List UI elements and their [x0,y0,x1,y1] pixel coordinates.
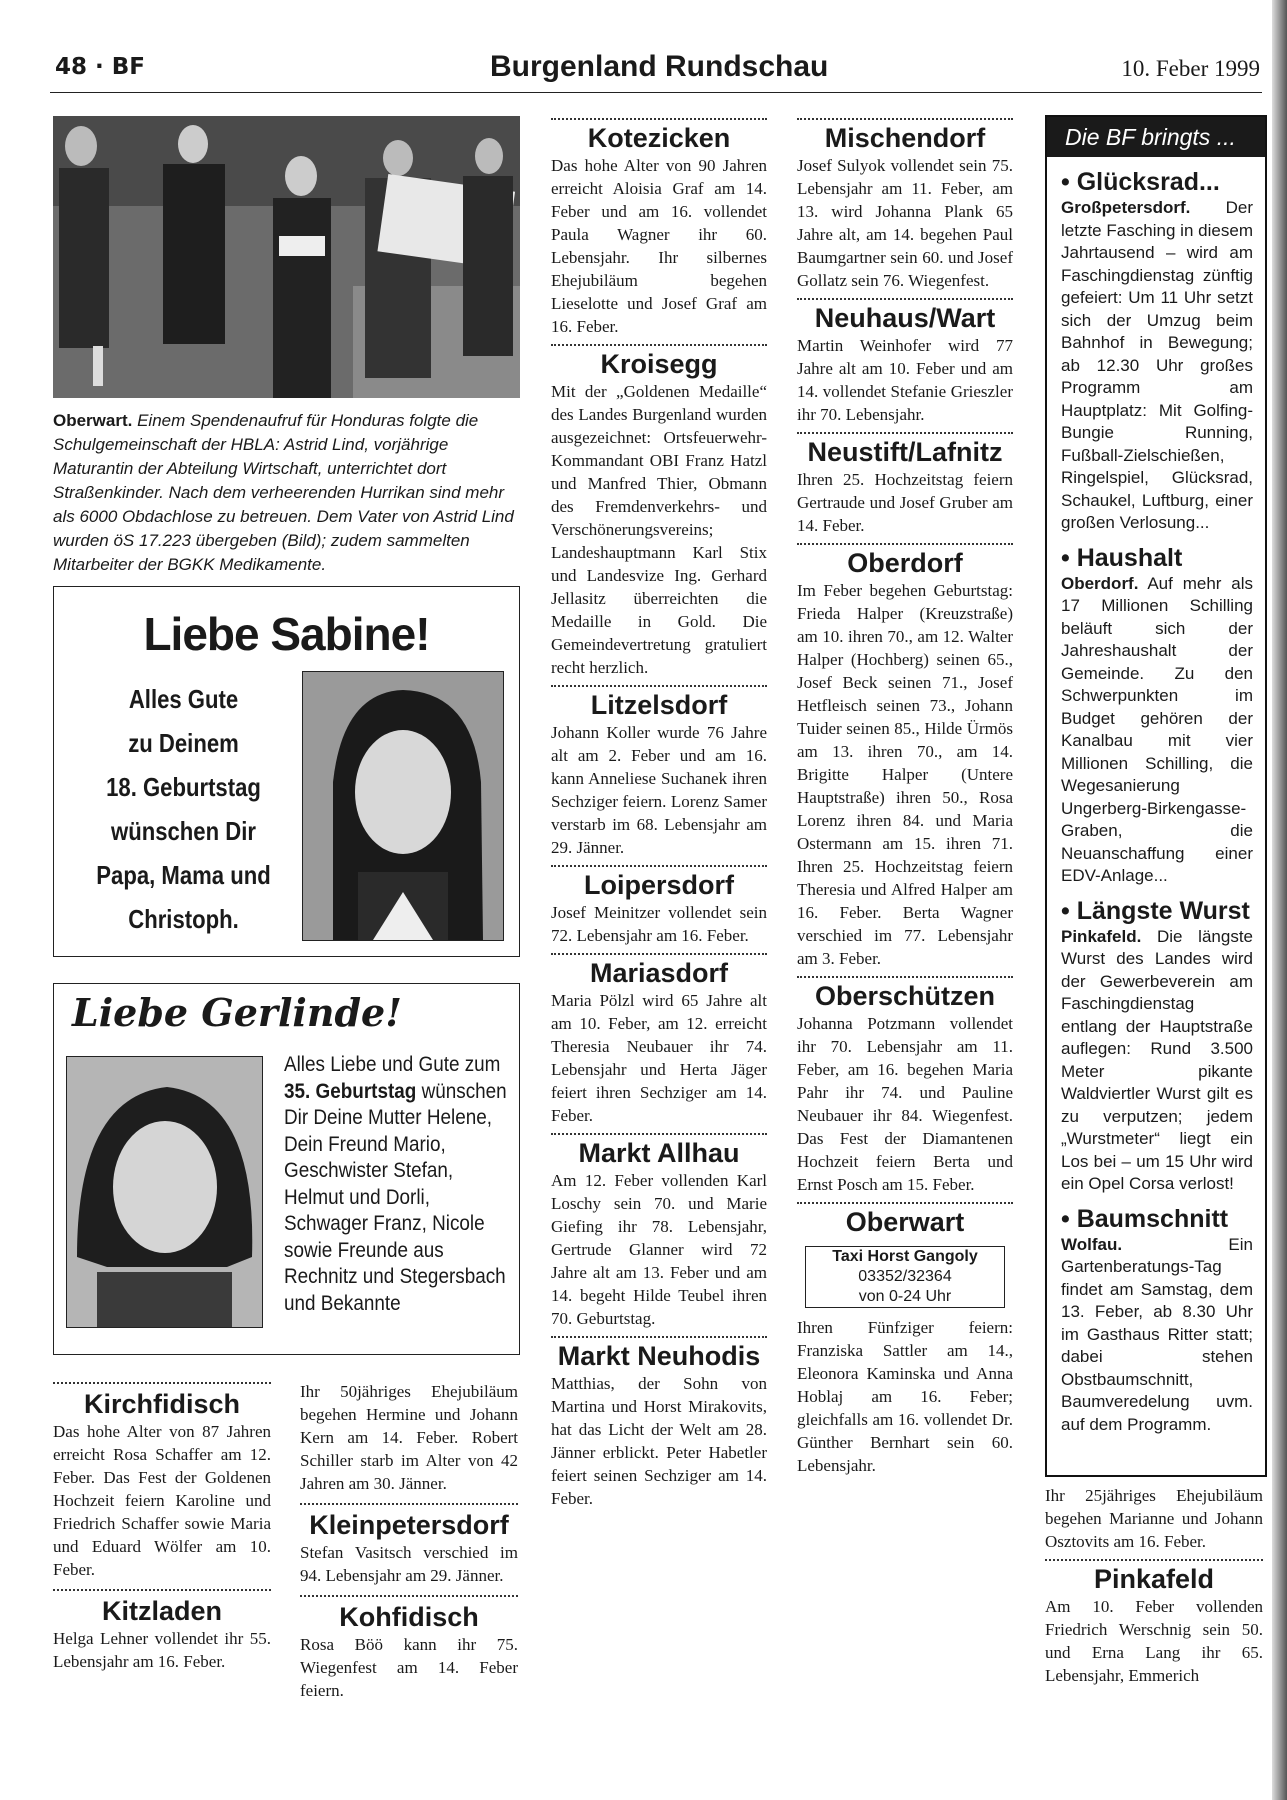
ad-text-bold: 35. Geburtstag [284,1079,417,1103]
section-text: Am 12. Feber vollenden Karl Loschy sein 70. und Marie Giefing ihr 78. Lebensjahr, Gertrude Glanner wird 72 Jahre alt am 13. Feber und am 14. begeht Hilde Teubel ihren 70. Geburtstag. [551,1171,767,1328]
column-3 [551,118,767,1510]
box-heading: • Baumschnitt [1061,1204,1229,1233]
ad-title: Liebe Gerlinde! [72,990,402,1035]
section-text: Ihren Fünfziger feiern: Franziska Sattler am 14., Eleonora Kaminska und Anna Hoblaj am 16. Feber; gleichfalls am 16. vollendet Dr. Günther Bernhart sein 60. Lebensjahr. [797,1318,1013,1475]
section-heading: Mischendorf [824,123,986,153]
ad-line: wünschen Dir [111,816,256,846]
taxi-ad [805,1246,1005,1308]
portrait-photo [302,671,504,941]
box-text-body: Ein Gartenberatungs-Tag findet am Samstag, dem 13. Feber, ab 8.30 Uhr im Gasthaus Ritter statt; dabei stehen Obstbaumschnitt, Baumveredelung uvm. auf dem Programm. [1061,1234,1253,1434]
page-number: 48 · BF [55,54,146,80]
greeting-ad-gerlinde [53,983,520,1355]
box-text-body: Der letzte Fasching in diesem Jahrtausend – wird am Faschingdienstag zünftig gefeiert: Um 11 Uhr setzt sich der Umzug beim Bahnhof in Bewegung; ab 12.30 Uhr großes Programm am Hauptplatz: Mit Golfing-Bungie Running, Fußball-Zielschießen, Ringelspiel, Glücksrad, Schaukel, Luftburg, einer großen Verlosung... [1061,198,1253,532]
section-heading: Pinkafeld [1093,1564,1215,1594]
photo-caption [53,409,520,577]
section-text: Das hohe Alter von 90 Jahren erreicht Aloisia Graf am 14. Feber und am 16. vollendet Paula Wagner ihr 60. Lebensjahr. Ihr silbernes Ehejubiläum begehen Lieselotte und Josef Graf am 16. Feber. [551,156,767,336]
section-text: Maria Pölzl wird 65 Jahre alt am 10. Feber, am 12. erreicht Theresia Neubauer ihr 74. Lebensjahr und Herta Jäger feiert ihren Sechziger am 14. Feber. [551,991,767,1125]
ad-message [284,1052,509,1317]
section-text: Martin Weinhofer wird 77 Jahre alt am 10. Feber und am 14. vollendet Stefanie Grieszler ihr 70. Lebensjahr. [797,336,1013,424]
ad-text: Alles Liebe und Gute zum [284,1053,501,1076]
page-header [50,48,1262,93]
section-heading: Oberwart [845,1207,965,1237]
column-4 [797,118,1013,1477]
ad-line: Alles Gute [128,684,239,714]
section-text: Josef Sulyok vollendet sein 75. Lebensjahr am 11. Feber, am 13. wird Johanna Plank 65 Jahre alt, am 14. begehen Paul Baumgartner sein 60. und Josef Gollatz sein 76. Wiegenfest. [797,156,1013,290]
section-text: Mit der „Goldenen Medaille“ des Landes Burgenland wurden ausgezeichnet: Ortsfeuerwehr-Kommandant OBI Franz Hatzl und Manfred Thier, Obmann des Fremdenverkehrs- und Verschönerungsvereins; Landeshauptmann Karl Stix und Landesvize Ing. Gerhard Jellasitz überreichten die Medaille in Gold. Die Gemeindevertretung gratuliert recht herzlich. [551,382,767,677]
bf-bringts-box [1045,115,1267,1477]
box-text [1061,926,1253,1196]
taxi-phone: 03352/32364 [858,1268,952,1285]
section-heading: Loipersdorf [583,870,734,900]
page-edge-shadow [1272,0,1287,1800]
box-text [1061,197,1253,535]
section-text: Das hohe Alter von 87 Jahren erreicht Rosa Schaffer am 12. Feber. Das Fest der Goldenen Hochzeit feiern Karoline und Friedrich Schaffer sowie Maria und Eduard Wölfer am 10. Feber. [53,1422,271,1579]
ad-line: zu Deinem [128,728,239,758]
section-text: Stefan Vasitsch verschied im 94. Lebensjahr am 29. Jänner. [300,1543,518,1585]
group-photo [53,116,520,398]
section-text: Ihren 25. Hochzeitstag feiern Gertraude und Josef Gruber am 14. Feber. [797,470,1013,535]
section-text: Rosa Böö kann ihr 75. Wiegenfest am 14. Feber feiern. [300,1635,518,1700]
box-text-body: Auf mehr als 17 Millionen Schilling beläuft sich der Jahreshaushalt der Gemeinde. Zu den Schwerpunkten im Budget gehören der Kanalbau mit vier Millionen Schilling, die Wegesanierung Ungerberg-Birkengasse-Graben, die Neuanschaffung einer EDV-Anlage... [1061,573,1253,885]
taxi-hours: von 0-24 Uhr [858,1288,952,1305]
box-text-body: Die längste Wurst des Landes wird der Gewerbeverein am Faschingdienstag entlang der Hauptstraße auflegen: Rund 3.500 Meter pikante Waldviertler Wurst gilt es zu verputzen; jedem „Wurstmeter“ liegt ein Los bei – um 15 Uhr wird ein Opel Corsa verlost! [1061,926,1253,1193]
box-text-location: Großpetersdorf. [1061,198,1191,217]
box-heading: • Haushalt [1061,543,1183,572]
section-heading: Mariasdorf [589,958,729,988]
section-heading: Markt Neuhodis [557,1341,761,1371]
column-1 [53,1382,271,1673]
box-text [1061,1234,1253,1437]
greeting-ad-sabine [53,586,520,957]
section-heading: Kitzladen [101,1596,222,1626]
box-text-location: Wolfau. [1061,1234,1123,1254]
section-heading: Kirchfidisch [83,1389,241,1419]
box-heading: • Glücksrad... [1061,168,1220,196]
ad-line: Christoph. [128,904,239,934]
section-heading: Neustift/Lafnitz [807,437,1003,467]
box-heading: • Längste Wurst [1061,896,1250,925]
portrait-photo [66,1056,263,1328]
column-2 [300,1380,518,1702]
section-heading: Kroisegg [600,349,718,379]
ad-title: Liebe Sabine! [143,608,430,660]
ad-text: wünschen Dir Deine Mutter Helene, Dein Freund Mario, Geschwister Stefan, Helmut und Dorli, Schwager Franz, Nicole sowie Freunde aus Rechnitz und Stegersbach und Bekannte [284,1079,507,1315]
box-text [1061,573,1253,888]
section-text: Im Feber begehen Geburtstag: Frieda Halper (Kreuzstraße) am 10. ihren 70., am 12. Walter Halper (Hochberg) seinen 65., Josef Beck seinen 71., Josef Hetfleisch seinen 73., Johann Tuider seinen 85., Hilde Ürmös am 13. ihren 70., am 14. Brigitte Halper (Untere Hauptstraße) ihren 50., Rosa Lorenz ihren 84. und Maria Ostermann am 15. ihren 71. Ihren 25. Hochzeitstag feiern Theresia und Alfred Halper am 16. Feber. Berta Wagner verschied im 77. Lebensjahr am 3. Feber. [797,581,1013,968]
section-text: Johann Koller wurde 76 Jahre alt am 2. Feber und am 16. kann Anneliese Suchanek ihren Sechziger feiern. Lorenz Samer verstarb im 68. Lebensjahr am 29. Jänner. [551,723,767,857]
box-title: Die BF bringts ... [1047,117,1265,157]
ad-line: Papa, Mama und [96,860,271,890]
section-heading: Kotezicken [587,123,731,153]
column-5-continued [1045,1484,1263,1687]
box-text-location: Pinkafeld. [1061,926,1142,946]
issue-date: 10. Feber 1999 [1121,56,1260,81]
section-text: Johanna Potzmann vollendet ihr 70. Lebensjahr am 11. Feber, am 16. begehen Maria Pahr ihr 74. und Pauline Neubauer ihr 84. Wiegenfest. Das Fest der Diamantenen Hochzeit feiern Berta und Ernst Posch am 15. Feber. [797,1014,1013,1194]
section-text: Ihr 50jähriges Ehejubiläum begehen Hermine und Johann Kern am 14. Feber. Robert Schiller starb im Alter von 42 Jahren am 30. Jänner. [300,1382,518,1493]
caption-location: Oberwart. [53,411,133,430]
section-heading: Kleinpetersdorf [309,1510,509,1540]
section-text: Ihr 25jähriges Ehejubiläum begehen Marianne und Johann Osztovits am 16. Feber. [1045,1486,1263,1551]
box-text-location: Oberdorf. [1061,573,1139,593]
caption-text: Einem Spendenaufruf für Honduras folgte die Schulgemeinschaft der HBLA: Astrid Lind, vorjährige Maturantin der Abteilung Wirtschaft, unterrichtet dort Straßenkinder. Nach dem verheerenden Hurrikan sind mehr als 6000 Obdachlose zu betreuen. Dem Vater von Astrid Lind wurden öS 17.223 übergeben (Bild); zudem sammelten Mitarbeiter der BGKK Medikamente. [53,411,514,574]
section-heading: Oberschützen [814,981,996,1011]
section-text: Helga Lehner vollendet ihr 55. Lebensjahr am 16. Feber. [53,1629,271,1671]
section-text: Josef Meinitzer vollendet sein 72. Lebensjahr am 16. Feber. [551,903,767,945]
section-heading: Oberdorf [847,548,963,578]
section-heading: Litzelsdorf [590,690,728,720]
section-text: Matthias, der Sohn von Martina und Horst Mirakovits, hat das Licht der Welt am 28. Jänner erblickt. Peter Habetler feiert seinen Sechziger am 14. Feber. [551,1374,767,1508]
section-heading: Kohfidisch [339,1602,479,1632]
taxi-name: Taxi Horst Gangoly [832,1248,978,1265]
section-heading: Neuhaus/Wart [814,303,996,333]
section-heading: Markt Allhau [578,1138,740,1168]
ad-line: 18. Geburtstag [106,772,261,802]
newspaper-title: Burgenland Rundschau [490,50,829,83]
section-text: Am 10. Feber vollenden Friedrich Werschnig sein 50. und Erna Lang ihr 65. Lebensjahr, Emmerich [1045,1597,1263,1685]
